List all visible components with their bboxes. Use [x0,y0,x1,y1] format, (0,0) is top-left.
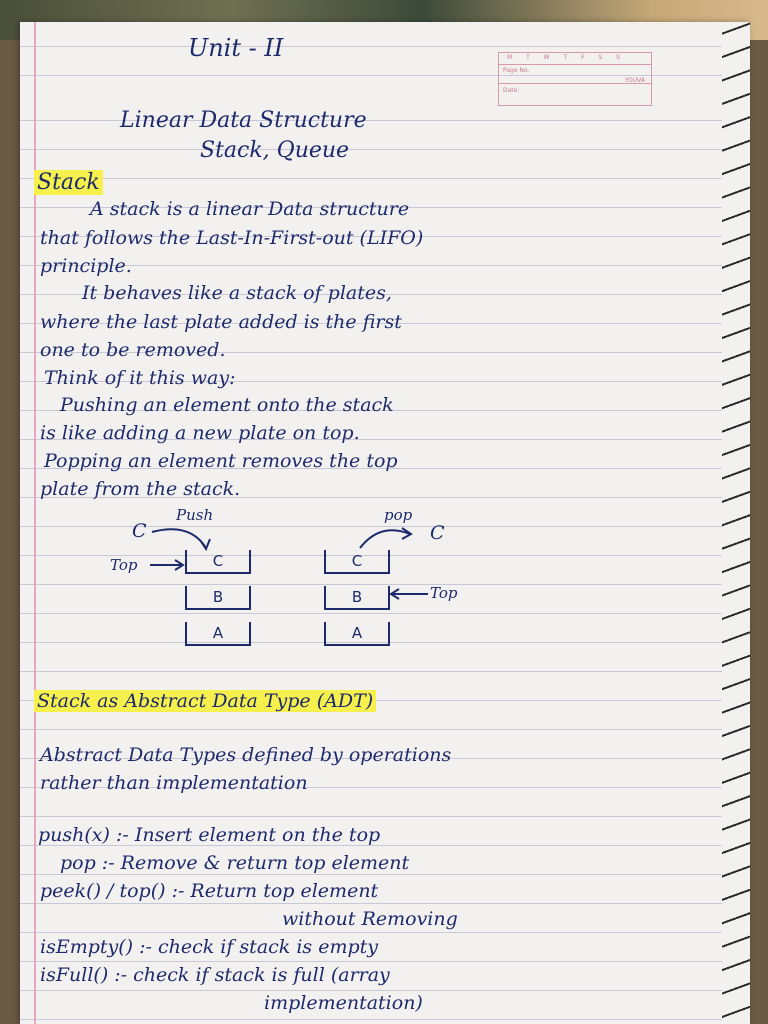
note-line: Popping an element removes the top [44,450,398,472]
stamp-date-label: Date: [503,87,520,94]
topics-heading: Linear Data Structure [120,108,367,133]
adt-line: rather than implementation [40,772,308,794]
note-line: A stack is a linear Data structure [90,198,410,220]
adt-line: Abstract Data Types defined by operations [40,744,452,766]
stack-cell: A [185,622,251,646]
note-line: It behaves like a stack of plates, [82,282,392,304]
note-line: where the last plate added is the first [40,311,402,333]
pop-output-element: C [430,522,445,544]
operation-line: peek() / top() :- Return top element [40,880,379,902]
stack-cell: C [324,550,390,574]
stack-heading: Stack [34,170,103,195]
stamp-brand: YOUVA [624,77,645,84]
stack-cell: C [185,550,251,574]
top-pointer-label-left: Top [110,556,138,574]
topics-subheading: Stack, Queue [200,138,350,163]
unit-title: Unit - II [188,34,284,62]
push-arrow-head [200,539,210,549]
push-arrow [152,529,206,548]
notebook-page [20,22,750,1024]
note-line: is like adding a new plate on top. [40,422,360,444]
note-line: Think of it this way: [44,367,236,389]
operation-line: isEmpty() :- check if stack is empty [40,936,379,958]
operation-line: implementation) [264,992,423,1014]
operation-line: push(x) :- Insert element on the top [38,824,381,846]
pop-label: pop [384,506,413,524]
operation-line: without Removing [282,908,458,930]
stack-cell: B [324,586,390,610]
push-input-element: C [132,520,147,542]
stack-cell: B [185,586,251,610]
adt-heading: Stack as Abstract Data Type (ADT) [34,690,376,712]
stamp-days: M T W T F S S [507,54,626,61]
operation-line: pop :- Remove & return top element [60,852,410,874]
top-pointer-label-right: Top [430,584,458,602]
note-line: one to be removed. [40,339,226,361]
operation-line: isFull() :- check if stack is full (array [40,964,390,986]
push-label: Push [176,506,214,524]
note-line: plate from the stack. [40,478,241,500]
stamp-page-label: Page No. [503,67,530,74]
note-line: that follows the Last-In-First-out (LIFO) [40,227,424,249]
note-line: Pushing an element onto the stack [60,394,394,416]
note-line: principle. [40,255,132,277]
stack-cell: A [324,622,390,646]
